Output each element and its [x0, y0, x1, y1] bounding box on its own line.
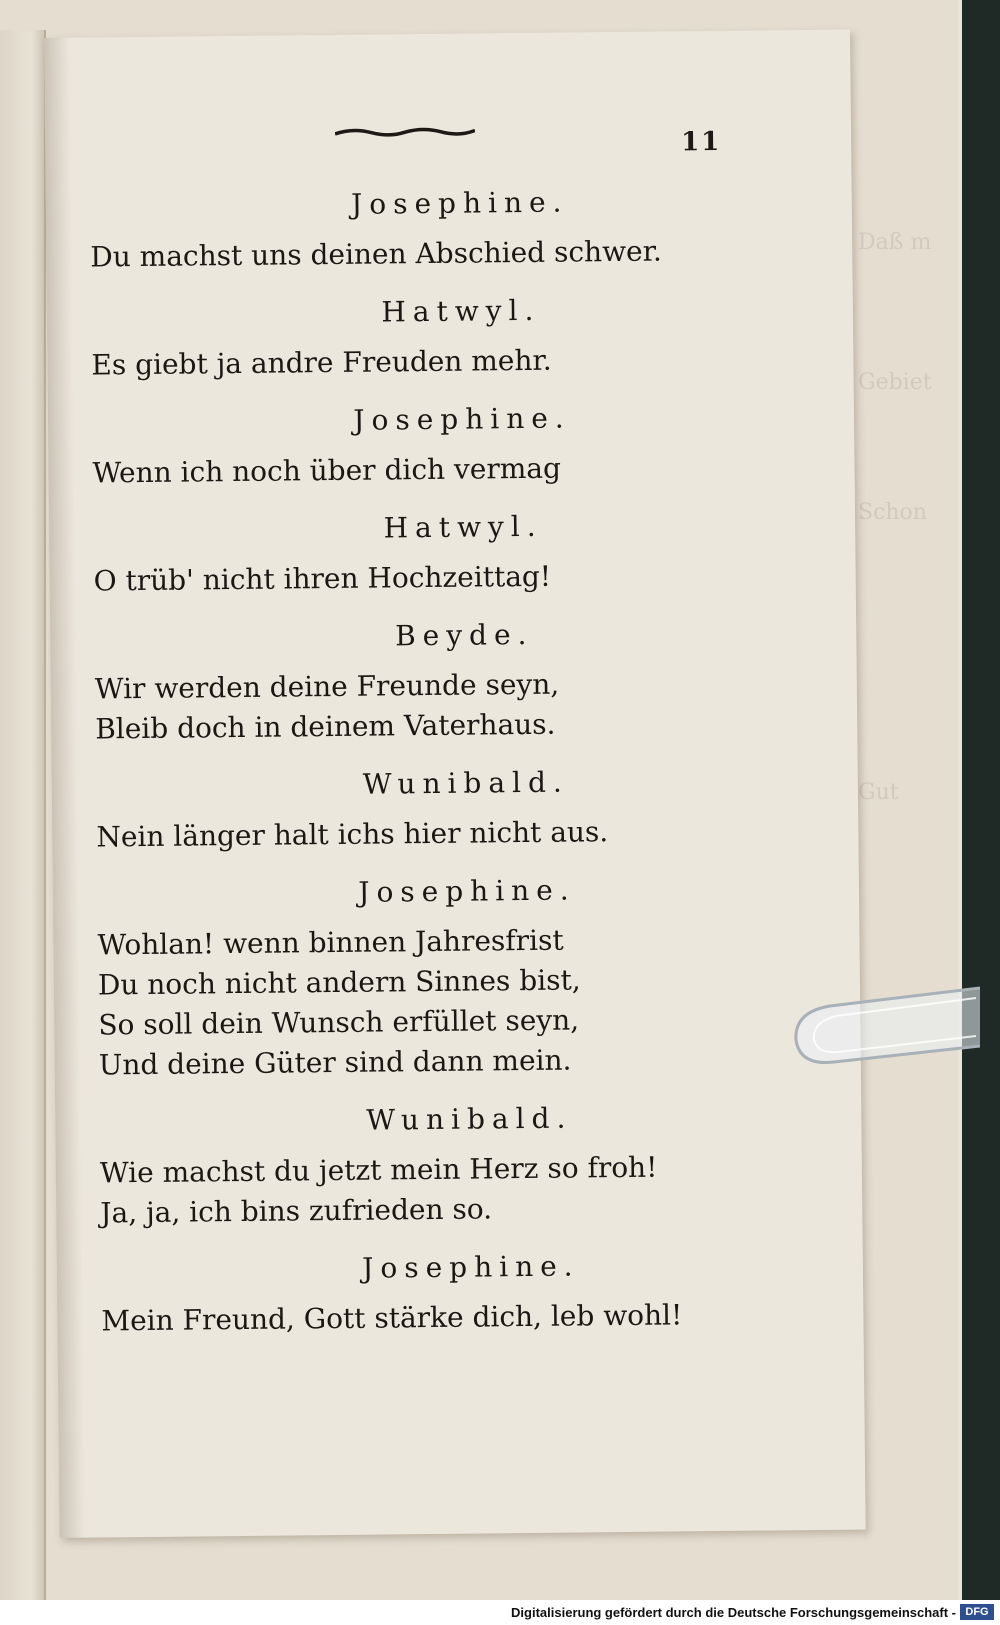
verse-line: Du noch nicht andern Sinnes bist, [97, 963, 581, 1002]
speaker-name: Wunibald. [362, 765, 570, 801]
verse-line: Wie machst du jetzt mein Herz so froh! [99, 1150, 658, 1190]
dialogue-section [94, 612, 795, 749]
dfg-logo: DFG [960, 1604, 994, 1620]
verse-line: Ja, ja, ich bins zufrieden so. [100, 1192, 493, 1230]
dialogue-section [101, 1244, 802, 1341]
speaker-name: Wunibald. [366, 1101, 573, 1137]
bleed-through-text: Gebiet [858, 370, 932, 395]
speaker-name: Hatwyl. [381, 293, 541, 329]
bleed-through-text: Daß m [858, 230, 932, 255]
footer-bar [0, 1600, 1000, 1625]
speaker-name: Hatwyl. [383, 509, 543, 545]
speaker-name: Josephine. [353, 401, 571, 437]
speaker-name: Josephine. [362, 1249, 580, 1285]
page-number: 11 [680, 126, 722, 158]
left-page-edge [0, 30, 46, 1600]
header-ornament [335, 125, 475, 138]
verse-line: Nein länger halt ichs hier nicht aus. [96, 815, 609, 854]
dialogue-section [96, 760, 797, 857]
bleed-through-text: Schon [858, 500, 927, 525]
dialogue-section [92, 396, 793, 493]
verse-line: Und deine Güter sind dann mein. [98, 1043, 572, 1082]
funding-credit: Digitalisierung gefördert durch die Deutsche Forschungsgemeinschaft - [511, 1605, 956, 1620]
plastic-clip [790, 982, 980, 1072]
dialogue-section [97, 868, 799, 1085]
verse-line: So soll dein Wunsch erfüllet seyn, [98, 1003, 580, 1042]
verse-line: Mein Freund, Gott stärke dich, leb wohl! [101, 1298, 683, 1338]
book-cover-edge [962, 0, 1000, 1600]
speaker-name: Josephine. [350, 185, 569, 221]
verse-line: Wenn ich noch über dich vermag [92, 451, 562, 490]
verse-line: Du machst uns deinen Abschied schwer. [90, 234, 663, 274]
speaker-name: Beyde. [394, 617, 534, 653]
dialogue-section [93, 504, 794, 601]
verse-line: O trüb' nicht ihren Hochzeittag! [93, 559, 552, 598]
verse-line: Bleib doch in deinem Vaterhaus. [95, 707, 556, 746]
dialogue-text [90, 180, 802, 1359]
dialogue-section [90, 180, 791, 277]
book-page [44, 30, 866, 1538]
verse-line: Wohlan! wenn binnen Jahresfrist [97, 923, 564, 962]
verse-line: Es giebt ja andre Freuden mehr. [91, 343, 552, 382]
bleed-through-text: Gut [858, 780, 899, 805]
verse-line: Wir werden deine Freunde seyn, [94, 667, 560, 706]
dialogue-section [99, 1096, 800, 1233]
dialogue-section [91, 288, 792, 385]
speaker-name: Josephine. [358, 873, 576, 909]
